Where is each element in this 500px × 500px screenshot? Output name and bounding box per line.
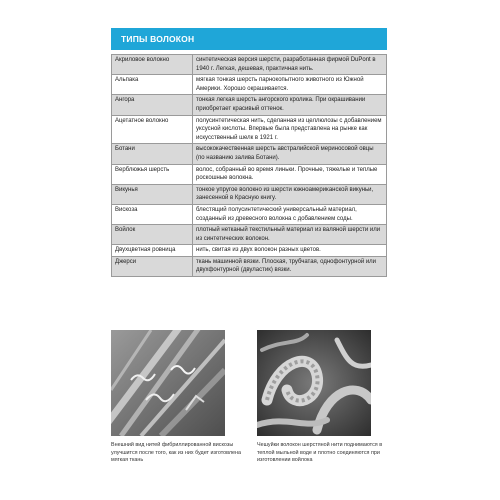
fiber-description: синтетическая версия шерсти, разработанная фирмой DuPont в 1940 г. Легкая, дешевая, практичная нить. [193,55,387,75]
right-photo-caption: Чешуйки волокон шерстяной нити поднимаются в теплой мыльной воде и плотно соединяются при изготовлении войлока [257,442,383,463]
table-row [112,75,387,95]
table-title: ТИПЫ ВОЛОКОН [111,28,387,50]
table-row [112,184,387,204]
fiber-description: полусинтетическая нить, сделанная из целлюлозы с добавлением уксусной кислоты. Впервые была представлена на рынке как искусственный шелк в 1921 г. [193,115,387,144]
table-row [112,256,387,276]
wool-fiber-micrograph [257,330,371,436]
table-row [112,164,387,184]
fiber-name: Вискоза [112,204,193,224]
fiber-name: Ацетатное волокно [112,115,193,144]
fiber-description: блестящий полусинтетический универсальный материал, созданный из древесного волокна с добавлением соды. [193,204,387,224]
fiber-description: ткань машинной вязки. Плоская, трубчатая, однофонтурной или двухфонтурной (двуластик) вязки. [193,256,387,276]
fiber-name: Войлок [112,225,193,245]
table-row [112,115,387,144]
table-row [112,204,387,224]
table-row [112,55,387,75]
fiber-name: Верблюжья шерсть [112,164,193,184]
fiber-name: Альпака [112,75,193,95]
left-photo-caption: Внешний вид нитей фибриллированной вискозы улучшится после того, как из них будет изготовлена мягкая ткань [111,442,241,463]
fiber-name: Джерси [112,256,193,276]
fiber-name: Ангора [112,95,193,115]
fiber-name: Акриловое волокно [112,55,193,75]
fiber-name: Викунья [112,184,193,204]
fiber-description: мягкая тонкая шерсть парнокопытного животного из Южной Америки. Хорошо окрашивается. [193,75,387,95]
fiber-description: плотный нетканый текстильный материал из валяной шерсти или из синтетических волокон. [193,225,387,245]
fiber-description: тонкое упругое волокно из шерсти южноамериканской викуньи, занесенной в Красную книгу. [193,184,387,204]
fiber-name: Двухцветная ровница [112,245,193,257]
table-row [112,95,387,115]
fiber-description: высококачественная шерсть австралийской мериносовой овцы (по названию залива Ботани). [193,144,387,164]
fiber-description: волос, собранный во время линьки. Прочные, тяжелые и теплые роскошные волокна. [193,164,387,184]
viscose-fibers-micrograph [111,330,225,436]
table-row [112,225,387,245]
fiber-types-table [111,54,387,277]
table-row [112,144,387,164]
fiber-description: тонкая легкая шерсть ангорского кролика. При окрашивании приобретает красивый оттенок. [193,95,387,115]
fiber-description: нить, свитая из двух волокон разных цветов. [193,245,387,257]
fiber-name: Ботани [112,144,193,164]
table-row [112,245,387,257]
